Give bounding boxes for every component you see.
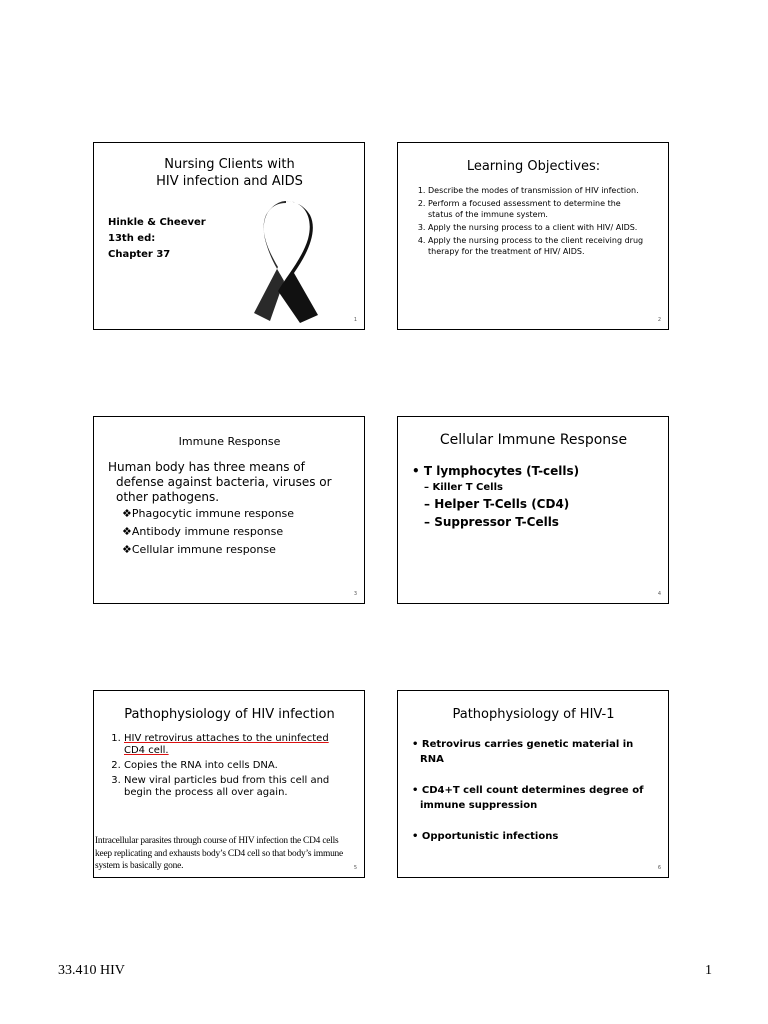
objectives-list xyxy=(398,185,669,257)
note-text: Intracellular parasites through course of HIV infection the CD4 cells keep replicating and exhausts body’s CD4 cell so that body’s immune system is basically gone. xyxy=(95,836,344,871)
bullet-text: CD4+T cell count determines degree of immune suppression xyxy=(420,785,644,811)
sub-text: Helper T-Cells (CD4) xyxy=(434,497,570,511)
item-text: Antibody immune response xyxy=(131,525,284,538)
item-text: Cellular immune response xyxy=(131,543,276,556)
patho-bullets xyxy=(412,737,649,844)
list-item xyxy=(124,733,343,757)
sub-bullet: – Killer T Cells xyxy=(424,482,503,493)
list-item: 2. Perform a focused assessment to determine the status of the immune system. xyxy=(428,198,645,220)
main-bullet xyxy=(412,464,669,478)
slide-4 xyxy=(397,416,669,604)
footer-left: 33.410 HIV xyxy=(58,963,125,978)
slide-3 xyxy=(93,416,365,604)
slide-number: 6 xyxy=(657,865,661,871)
ref-line: 13th ed: xyxy=(108,233,156,244)
slide-1 xyxy=(93,142,365,330)
sub-bullets xyxy=(424,482,669,529)
sub-bullet: – Suppressor T-Cells xyxy=(424,515,559,529)
defense-list xyxy=(122,505,365,559)
slide-number: 4 xyxy=(657,591,661,597)
list-item: 3. New viral particles bud from this cell and begin the process all over again. xyxy=(124,775,343,799)
slide-title: Pathophysiology of HIV infection xyxy=(124,707,335,722)
list-item: 4. Apply the nursing process to the client receiving drug therapy for the treatment of HIV/ AIDS. xyxy=(428,235,645,257)
bullet-icon: • xyxy=(412,739,422,750)
slide-number: 5 xyxy=(353,865,357,871)
bullet-icon: • xyxy=(412,785,422,796)
black-ribbon-image xyxy=(236,195,336,325)
list-item xyxy=(412,829,649,844)
slide-title xyxy=(94,156,365,190)
main-bullet-text: T lymphocytes (T-cells) xyxy=(423,464,580,478)
title-line: HIV infection and AIDS xyxy=(156,174,303,189)
list-item xyxy=(122,541,365,559)
patho-list xyxy=(94,733,365,799)
ref-line: Chapter 37 xyxy=(108,249,171,260)
intro-text: Human body has three means of defense against bacteria, viruses or other pathogens. xyxy=(108,460,332,504)
diamond-bullet-icon: ❖ xyxy=(122,543,132,556)
slide-title: Pathophysiology of HIV-1 xyxy=(452,707,615,722)
diamond-bullet-icon: ❖ xyxy=(122,507,132,520)
diamond-bullet-icon: ❖ xyxy=(122,525,132,538)
sub-text: Suppressor T-Cells xyxy=(434,515,559,529)
slide-title: Learning Objectives: xyxy=(466,159,601,174)
ref-line: Hinkle & Cheever xyxy=(108,217,206,228)
item-text: HIV retrovirus attaches to the uninfected CD4 cell. xyxy=(124,733,329,756)
list-item xyxy=(412,737,649,767)
title-line: Nursing Clients with xyxy=(164,157,295,172)
list-item: 2. Copies the RNA into cells DNA. xyxy=(124,760,343,772)
slide-5 xyxy=(93,690,365,878)
list-item: 1. Describe the modes of transmission of HIV infection. xyxy=(428,185,645,196)
sub-text: Killer T Cells xyxy=(432,482,503,493)
slide-2 xyxy=(397,142,669,330)
reference xyxy=(108,215,206,263)
bullet-icon: • xyxy=(412,831,422,842)
list-item: 3. Apply the nursing process to a client with HIV/ AIDS. xyxy=(428,222,645,233)
sub-bullet: – Helper T-Cells (CD4) xyxy=(424,497,570,511)
bullet-text: Retrovirus carries genetic material in RNA xyxy=(420,739,634,765)
slide-number: 1 xyxy=(353,317,357,323)
item-text: Phagocytic immune response xyxy=(131,507,295,520)
list-item xyxy=(412,783,649,813)
slide-number: 2 xyxy=(657,317,661,323)
slide-number: 3 xyxy=(353,591,357,597)
bullet-text: Opportunistic infections xyxy=(421,831,559,842)
list-item xyxy=(122,523,365,541)
bullet-icon: • xyxy=(412,464,424,478)
slide-title: Immune Response xyxy=(178,435,281,448)
slide-title: Cellular Immune Response xyxy=(439,432,628,448)
page-number: 1 xyxy=(705,963,712,978)
slide-6 xyxy=(397,690,669,878)
list-item xyxy=(122,505,365,523)
